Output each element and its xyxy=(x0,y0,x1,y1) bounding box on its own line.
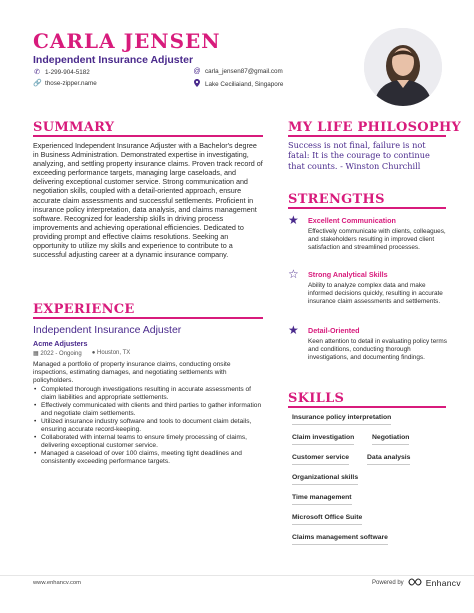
skill-tag: Microsoft Office Suite xyxy=(292,514,362,525)
summary-rule xyxy=(33,135,263,137)
experience-heading: EXPERIENCE xyxy=(33,302,135,317)
contact-phone xyxy=(33,68,90,76)
skill-tag: Claim investigation xyxy=(292,434,354,445)
job-dates: ▦ 2022 - Ongoing xyxy=(33,351,82,357)
location-pin-icon xyxy=(193,79,201,89)
phone-text: 1-299-904-5182 xyxy=(45,68,90,76)
strength-description: Ability to analyze complex data and make informed decisions quickly, resulting in accurate insurance claim assessments and settlements. xyxy=(308,282,443,305)
calendar-icon: ▦ xyxy=(33,351,39,357)
contact-location xyxy=(193,79,283,89)
strength-description: Effectively communicate with clients, colleagues, and stakeholders resulting in improved client satisfaction and streamlined processes. xyxy=(308,228,446,251)
list-item: • Effectively communicated with clients and third parties to gather information and negotiate claim settlements. xyxy=(33,402,263,418)
philosophy-heading: MY LIFE PHILOSOPHY xyxy=(288,120,462,135)
candidate-name: CARLA JENSEN xyxy=(33,29,221,53)
strength-title: Excellent Communication xyxy=(308,216,396,225)
location-pin-icon: ● xyxy=(91,350,96,356)
skill-tag: Insurance policy interpretation xyxy=(292,414,391,425)
list-item: • Collaborated with internal teams to ensure timely processing of claims, delivering exceptional customer service. xyxy=(33,434,263,450)
star-filled-icon: ★ xyxy=(288,213,299,227)
skill-tag: Time management xyxy=(292,494,352,505)
strengths-heading: STRENGTHS xyxy=(288,192,385,207)
list-item: • Utilized insurance industry software and tools to document claim details, ensuring accurate record-keeping. xyxy=(33,418,263,434)
job-meta xyxy=(33,350,130,357)
skills-rule xyxy=(288,406,446,408)
website-text[interactable]: those-zipper.name xyxy=(45,79,97,87)
strength-description: Keen attention to detail in evaluating policy terms and conditions, conducting thorough investigations, and documenting findings. xyxy=(308,338,447,361)
strength-title: Strong Analytical Skills xyxy=(308,270,388,279)
star-filled-icon: ★ xyxy=(288,323,299,337)
job-bullets xyxy=(33,386,263,466)
skill-tag: Data analysis xyxy=(367,454,410,465)
candidate-title: Independent Insurance Adjuster xyxy=(33,54,194,66)
link-icon: 🔗 xyxy=(33,80,42,87)
job-location: ● Houston, TX xyxy=(91,350,131,356)
at-icon: @ xyxy=(193,68,201,75)
phone-icon: ✆ xyxy=(34,69,40,76)
skill-tag: Negotiation xyxy=(372,434,409,445)
experience-rule xyxy=(33,317,263,319)
enhancv-logo-icon xyxy=(408,578,422,588)
skill-tag: Organizational skills xyxy=(292,474,358,485)
strengths-rule xyxy=(288,207,446,209)
job-title: Independent Insurance Adjuster xyxy=(33,324,182,336)
footer-brand[interactable] xyxy=(372,578,461,588)
philosophy-rule xyxy=(288,135,446,137)
summary-heading: SUMMARY xyxy=(33,120,115,135)
powered-by-text: Powered by xyxy=(372,580,404,586)
star-outline-icon: ☆ xyxy=(288,267,299,281)
skills-heading: SKILLS xyxy=(288,391,345,406)
skill-tag: Claims management software xyxy=(292,534,388,545)
summary-text: Experienced Independent Insurance Adjuster with a Bachelor's degree in Business Administration. Demonstrated expertise in investigating, analyzing, and settling property insurance claims. Proven track record of exceeding performance targets, managing large caseloads, and delivering exceptional customer service. Strong communication and negotiation skills, coupled with a detail-oriented approach, ensure accurate claim assessments and successful settlements. Proficient in insurance policy interpretation, data analysis, and claims management software. Recognized for leadership skills in driving process improvements and achieving operational efficiencies. Dedicated to providing prompt and effective claims resolutions. Seeking an opportunity to utilize my skills and experience to contribute to a successful adjusting career at a dynamic insurance company. xyxy=(33,141,263,260)
footer-website[interactable]: www.enhancv.com xyxy=(33,580,81,586)
philosophy-quote: Success is not final, failure is not fatal: It is the courage to continue that counts. - Winston Churchill xyxy=(288,140,430,171)
skill-tag: Customer service xyxy=(292,454,349,465)
list-item: • Managed a caseload of over 100 claims, meeting tight deadlines and consistently exceeding performance targets. xyxy=(33,450,263,466)
list-item: • Completed thorough investigations resulting in accurate assessments of claim liabilities and appropriate settlements. xyxy=(33,386,263,402)
strength-title: Detail-Oriented xyxy=(308,326,360,335)
company-name: Acme Adjusters xyxy=(33,339,88,348)
contact-email[interactable] xyxy=(193,68,283,75)
footer-divider xyxy=(0,575,474,576)
contact-website[interactable] xyxy=(33,79,97,87)
email-text[interactable]: carla_jensen87@gmail.com xyxy=(205,68,283,75)
profile-photo xyxy=(364,28,442,106)
job-description: Managed a portfolio of property insurance claims, conducting onsite inspections, estimating damages, and negotiating settlements with policyholders. xyxy=(33,361,231,384)
location-text: Lake Ceciliaiand, Singapore xyxy=(205,80,284,88)
brand-name: Enhancv xyxy=(425,578,461,588)
